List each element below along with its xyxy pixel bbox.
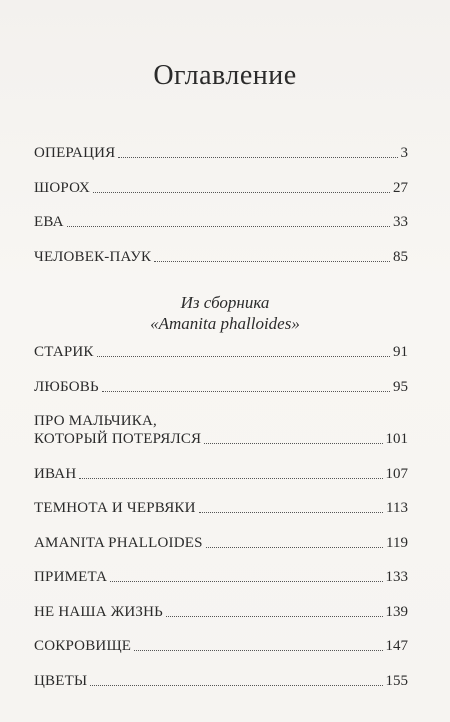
- dot-leader: [199, 512, 383, 513]
- toc-entry-page: 147: [385, 638, 408, 654]
- section-heading-line2: «Amanita phalloides»: [150, 314, 300, 333]
- dot-leader: [110, 581, 382, 582]
- toc-entry-label: ШОРОХ: [34, 179, 90, 196]
- toc-entry-page: 27: [393, 179, 408, 196]
- toc-entry-label: СТАРИК: [34, 344, 94, 360]
- section-heading-line1: Из сборника: [180, 293, 270, 312]
- toc-entry-page: 133: [385, 569, 408, 585]
- toc-entry: [34, 144, 408, 162]
- dot-leader: [90, 685, 382, 686]
- dot-leader: [204, 443, 382, 444]
- toc-section-list: [34, 343, 408, 706]
- toc-entry-page: 139: [385, 603, 408, 620]
- toc-entry-page: 155: [385, 672, 408, 689]
- toc-entry-label: AMANITA PHALLOIDES: [34, 534, 203, 551]
- toc-entry-label: ИВАН: [34, 465, 77, 482]
- toc-main-list: [34, 144, 408, 282]
- dot-leader: [166, 616, 383, 617]
- toc-entry: [34, 343, 408, 361]
- toc-entry: [34, 179, 408, 197]
- toc-entry: [34, 412, 408, 448]
- dot-leader: [118, 157, 397, 158]
- toc-entry: [34, 248, 408, 266]
- toc-entry-page: 107: [385, 465, 408, 482]
- page-title: Оглавление: [153, 60, 297, 91]
- toc-entry-label: ЦВЕТЫ: [34, 672, 88, 689]
- toc-entry: [34, 534, 408, 552]
- toc-entry-label: ЕВА: [34, 214, 64, 230]
- toc-entry: [34, 672, 408, 690]
- dot-leader: [93, 192, 390, 193]
- dot-leader: [134, 650, 382, 651]
- toc-entry-label: СОКРОВИЩЕ: [34, 638, 132, 654]
- dot-leader: [67, 226, 390, 227]
- toc-entry-page: 101: [385, 431, 408, 447]
- toc-entry: [34, 465, 408, 483]
- toc-entry: [34, 499, 408, 517]
- toc-entry-page: 3: [400, 145, 408, 161]
- toc-entry-label-continued: КОТОРЫЙ ПОТЕРЯЛСЯ: [34, 431, 202, 447]
- toc-entry-page: 33: [393, 214, 408, 230]
- toc-entry-page: 85: [393, 248, 408, 265]
- dot-leader: [102, 391, 390, 392]
- toc-entry-label: ЧЕЛОВЕК-ПАУК: [34, 248, 152, 265]
- toc-entry-page: 119: [386, 534, 408, 551]
- toc-entry-label: НЕ НАША ЖИЗНЬ: [34, 603, 163, 620]
- toc-entry-label: ПРО МАЛЬЧИКА,: [34, 413, 157, 429]
- toc-entry: [34, 603, 408, 621]
- dot-leader: [79, 478, 382, 479]
- dot-leader: [97, 356, 390, 357]
- toc-entry: [34, 568, 408, 586]
- dot-leader: [206, 547, 383, 548]
- toc-entry-page: 95: [393, 378, 408, 395]
- toc-entry-page: 113: [386, 500, 408, 516]
- toc-entry-label: ПРИМЕТА: [34, 569, 108, 585]
- toc-entry-label: ОПЕРАЦИЯ: [34, 145, 116, 161]
- toc-entry: [34, 213, 408, 231]
- toc-entry-page: 91: [393, 344, 408, 360]
- section-heading: [0, 292, 450, 334]
- toc-entry-label: ТЕМНОТА И ЧЕРВЯКИ: [34, 500, 196, 516]
- toc-entry: [34, 378, 408, 396]
- toc-entry: [34, 637, 408, 655]
- toc-entry-label: ЛЮБОВЬ: [34, 378, 99, 395]
- dot-leader: [154, 261, 390, 262]
